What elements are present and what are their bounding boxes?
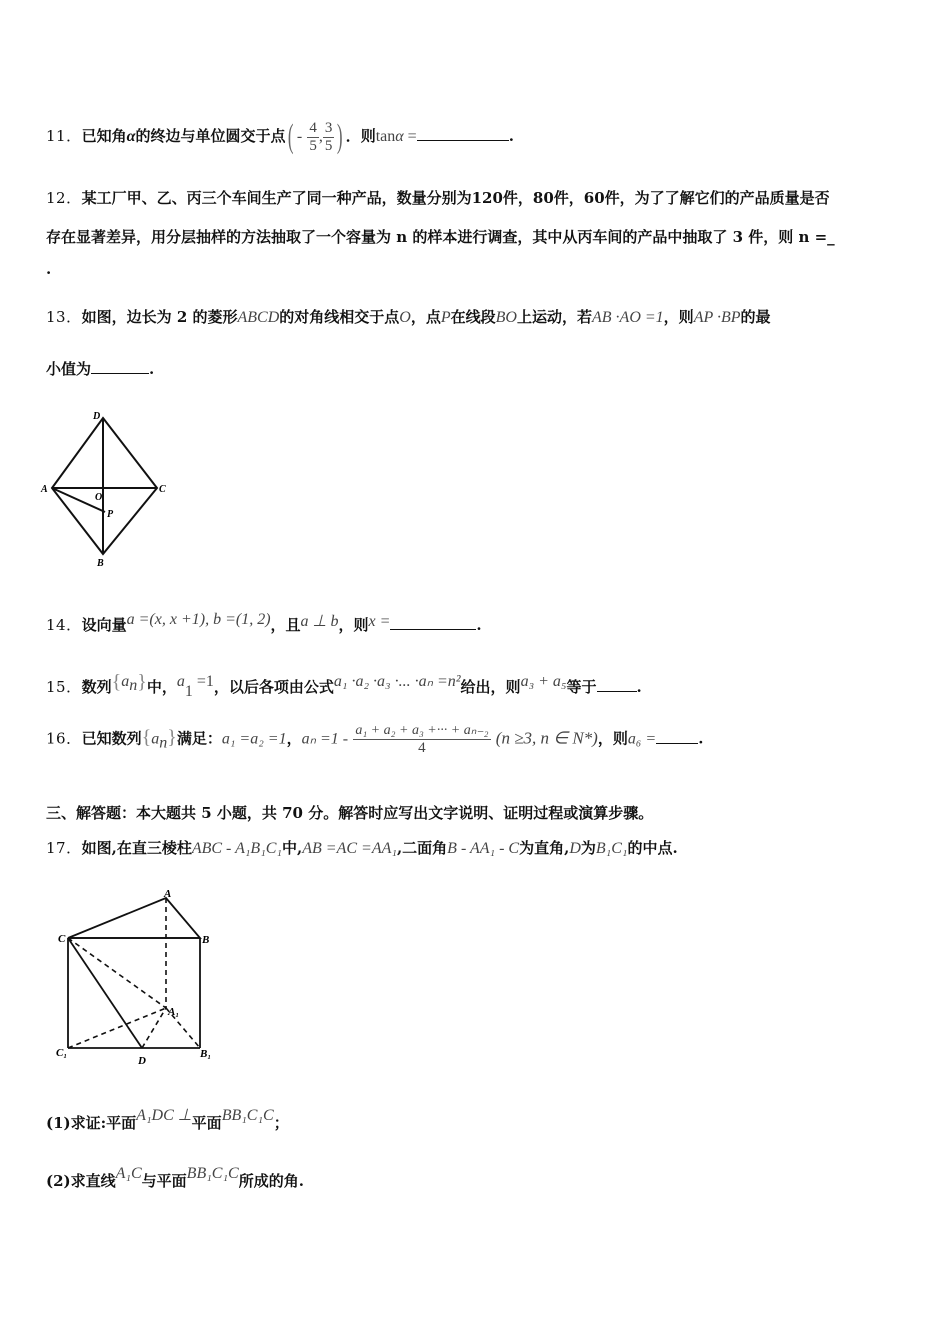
label-C: C: [58, 933, 66, 945]
q15-answer-blank: [597, 691, 637, 692]
question-15: 15．数列$\{a_n\}$中，$a_1 =1$，以后各项由公式a₁ ·a₂ ·a₃ ·... ·aₙ =n²给出，则a₃ + a₅等于 .: [46, 671, 642, 700]
label-O: O: [95, 492, 103, 503]
label-P: P: [107, 509, 114, 520]
question-14: 14．设向量a =(x, x +1), b =(1, 2)，且a ⊥ b，则x = .: [46, 611, 482, 634]
q17-part-1: (1)求证:平面A₁DC ⊥平面BB₁C₁C；: [46, 1107, 289, 1132]
q11-number: 11．: [46, 127, 82, 145]
question-13-line2: 小值为 .: [46, 360, 155, 378]
label-C1: C₁: [56, 1047, 68, 1059]
q16-answer-blank: [656, 743, 698, 744]
question-12-line2: 存在显著差异，用分层抽样的方法抽取了一个容量为 n 的样本进行调查，其中从丙车间的产品中抽取了 3 件，则 n =_: [46, 228, 835, 246]
prism-figure: [50, 884, 230, 1074]
q17-part-2: (2)求直线A₁C与平面BB₁C₁C所成的角.: [46, 1165, 304, 1190]
label-A: A: [41, 484, 48, 495]
rhombus-figure: [38, 404, 178, 570]
label-B: B: [97, 558, 104, 569]
label-A1: A₁: [168, 1006, 180, 1018]
section-3-heading: 三、解答题：本大题共 5 小题，共 70 分。解答时应写出文字说明、证明过程或演算步骤。: [46, 804, 654, 822]
question-11: 11．已知角α的终边与单位圆交于点( - $\frac{4}{5}$ , $\frac{3}{5}$ ) ．则tanα = .: [46, 118, 514, 155]
label-A: A: [164, 888, 172, 900]
question-12-line3: .: [46, 260, 52, 278]
q11-frac-2: $\frac{3}{5}$: [324, 119, 333, 154]
question-12: 12．某工厂甲、乙、丙三个车间生产了同一种产品，数量分别为120件，80件，60件，为了了解它们的产品质量是否: [46, 189, 830, 207]
label-D: D: [138, 1055, 146, 1067]
label-B: B: [202, 934, 210, 946]
question-13: 13．如图，边长为 2 的菱形ABCD的对角线相交于点O，点P在线段BO上运动，若AB ·AO =1，则AP ·BP的最: [46, 308, 771, 326]
label-C: C: [159, 484, 166, 495]
q14-answer-blank: [390, 629, 476, 630]
label-B1: B₁: [200, 1048, 212, 1060]
q11-answer-blank: [417, 140, 509, 141]
label-D: D: [93, 411, 101, 422]
question-16: 16．已知数列$\{a_n\}$满足：a₁ =a₂ =1，aₙ =1 - $\frac{\text{a₁ + a₂ + a₃ +··· + aₙ₋₂}}{4}$ (n ≥3, n ∈ N*)，则a₆ = .: [46, 723, 704, 756]
question-17: 17．如图,在直三棱柱ABC - A₁B₁C₁中,AB =AC =AA₁,二面角B - AA₁ - C为直角,D为B₁C₁的中点.: [46, 839, 678, 857]
q16-fraction: $\frac{\text{a₁ + a₂ + a₃ +··· + aₙ₋₂}}{4}$: [355, 723, 489, 756]
q13-answer-blank: [91, 373, 149, 374]
q11-frac-1: $\frac{4}{5}$: [309, 119, 317, 154]
